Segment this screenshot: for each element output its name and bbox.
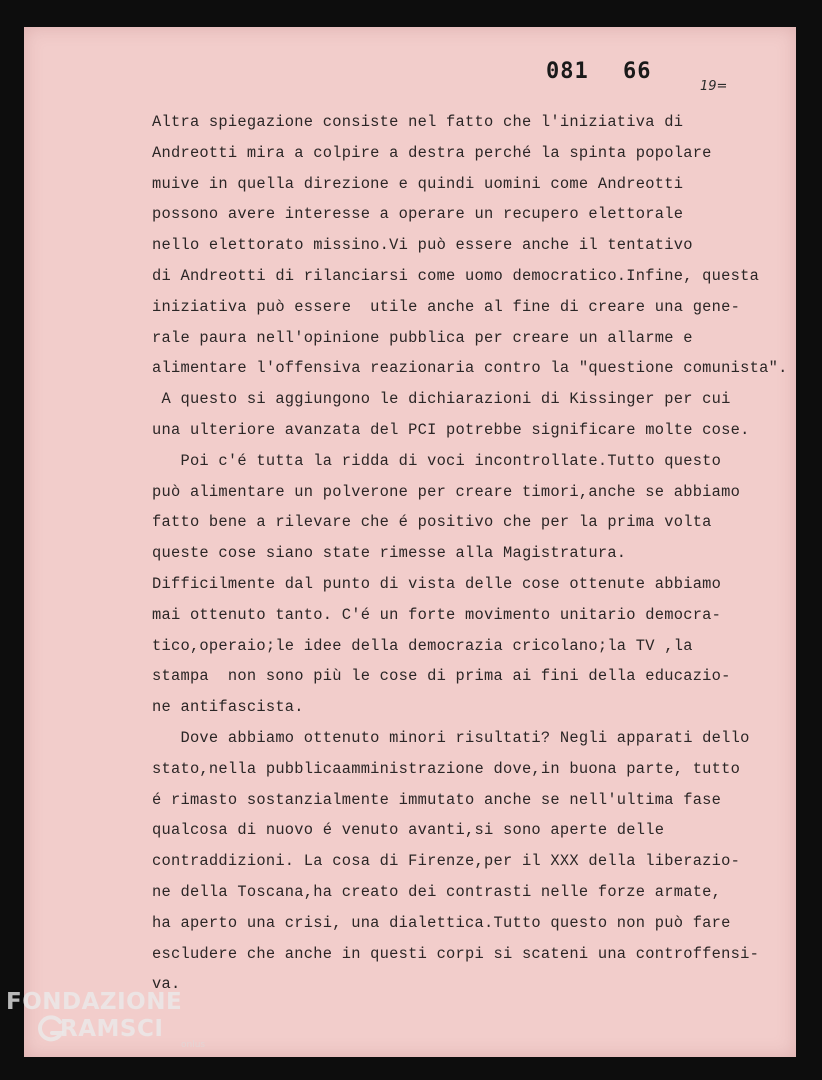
text-line: va. bbox=[152, 975, 181, 994]
text-line: é rimasto sostanzialmente immutato anche se nell'ultima fase bbox=[152, 790, 722, 809]
text-line: mai ottenuto tanto. C'é un forte movimento unitario democra- bbox=[152, 605, 722, 624]
text-line: A questo si aggiungono le dichiarazioni di Kissinger per cui bbox=[152, 390, 731, 409]
handwritten-page-marker: 19= bbox=[700, 79, 728, 94]
text-line: Difficilmente dal punto di vista delle cose ottenute abbiamo bbox=[152, 574, 722, 593]
fondazione-gramsci-watermark bbox=[6, 988, 206, 1050]
text-line: escludere che anche in questi corpi si scateni una controffensi- bbox=[152, 944, 760, 963]
text-line: queste cose siano state rimesse alla Magistratura. bbox=[152, 544, 627, 563]
text-line: stampa non sono più le cose di prima ai fini della educazio- bbox=[152, 667, 731, 686]
watermark-line2-wrap bbox=[6, 1016, 182, 1042]
body-text bbox=[152, 107, 792, 1000]
text-line: rale paura nell'opinione pubblica per creare un allarme e bbox=[152, 328, 693, 347]
text-line: Altra spiegazione consiste nel fatto che l'iniziativa di bbox=[152, 113, 684, 131]
text-line: ne della Toscana,ha creato dei contrasti nelle forze armate, bbox=[152, 882, 722, 901]
text-line: fatto bene a rilevare che é positivo che per la prima volta bbox=[152, 513, 712, 532]
text-line: Poi c'é tutta la ridda di voci incontrollate.Tutto questo bbox=[152, 451, 722, 470]
text-line: alimentare l'offensiva reazionaria contro la "questione comunista". bbox=[152, 359, 788, 378]
text-line: Dove abbiamo ottenuto minori risultati? Negli apparati dello bbox=[152, 728, 750, 747]
watermark-sub: onlus bbox=[181, 1040, 206, 1050]
g-swirl-logo-icon bbox=[36, 1014, 66, 1044]
text-line: ne antifascista. bbox=[152, 698, 304, 717]
typewritten-page bbox=[24, 27, 796, 1057]
text-line: una ulteriore avanzata del PCI potrebbe significare molte cose. bbox=[152, 420, 750, 439]
watermark-line1: FONDAZIONE bbox=[6, 989, 183, 1015]
text-line: può alimentare un polverone per creare timori,anche se abbiamo bbox=[152, 482, 741, 501]
watermark-line2: RAMSCI bbox=[60, 1016, 164, 1042]
text-line: possono avere interesse a operare un recupero elettorale bbox=[152, 205, 684, 224]
text-line: nello elettorato missino.Vi può essere anche il tentativo bbox=[152, 236, 693, 255]
text-line: Andreotti mira a colpire a destra perché la spinta popolare bbox=[152, 143, 712, 162]
text-line: iniziativa può essere utile anche al fine di creare una gene- bbox=[152, 297, 741, 316]
text-line: muive in quella direzione e quindi uomini come Andreotti bbox=[152, 174, 684, 193]
text-line: tico,operaio;le idee della democrazia cricolano;la TV ,la bbox=[152, 636, 693, 655]
archive-page-number: 081 66 bbox=[546, 59, 652, 84]
text-line: stato,nella pubblicaamministrazione dove,in buona parte, tutto bbox=[152, 759, 741, 778]
text-line: qualcosa di nuovo é venuto avanti,si sono aperte delle bbox=[152, 821, 665, 840]
text-line: ha aperto una crisi, una dialettica.Tutto questo non può fare bbox=[152, 913, 731, 932]
text-line: contraddizioni. La cosa di Firenze,per il XXX della liberazio- bbox=[152, 852, 741, 871]
text-line: di Andreotti di rilanciarsi come uomo democratico.Infine, questa bbox=[152, 266, 760, 285]
